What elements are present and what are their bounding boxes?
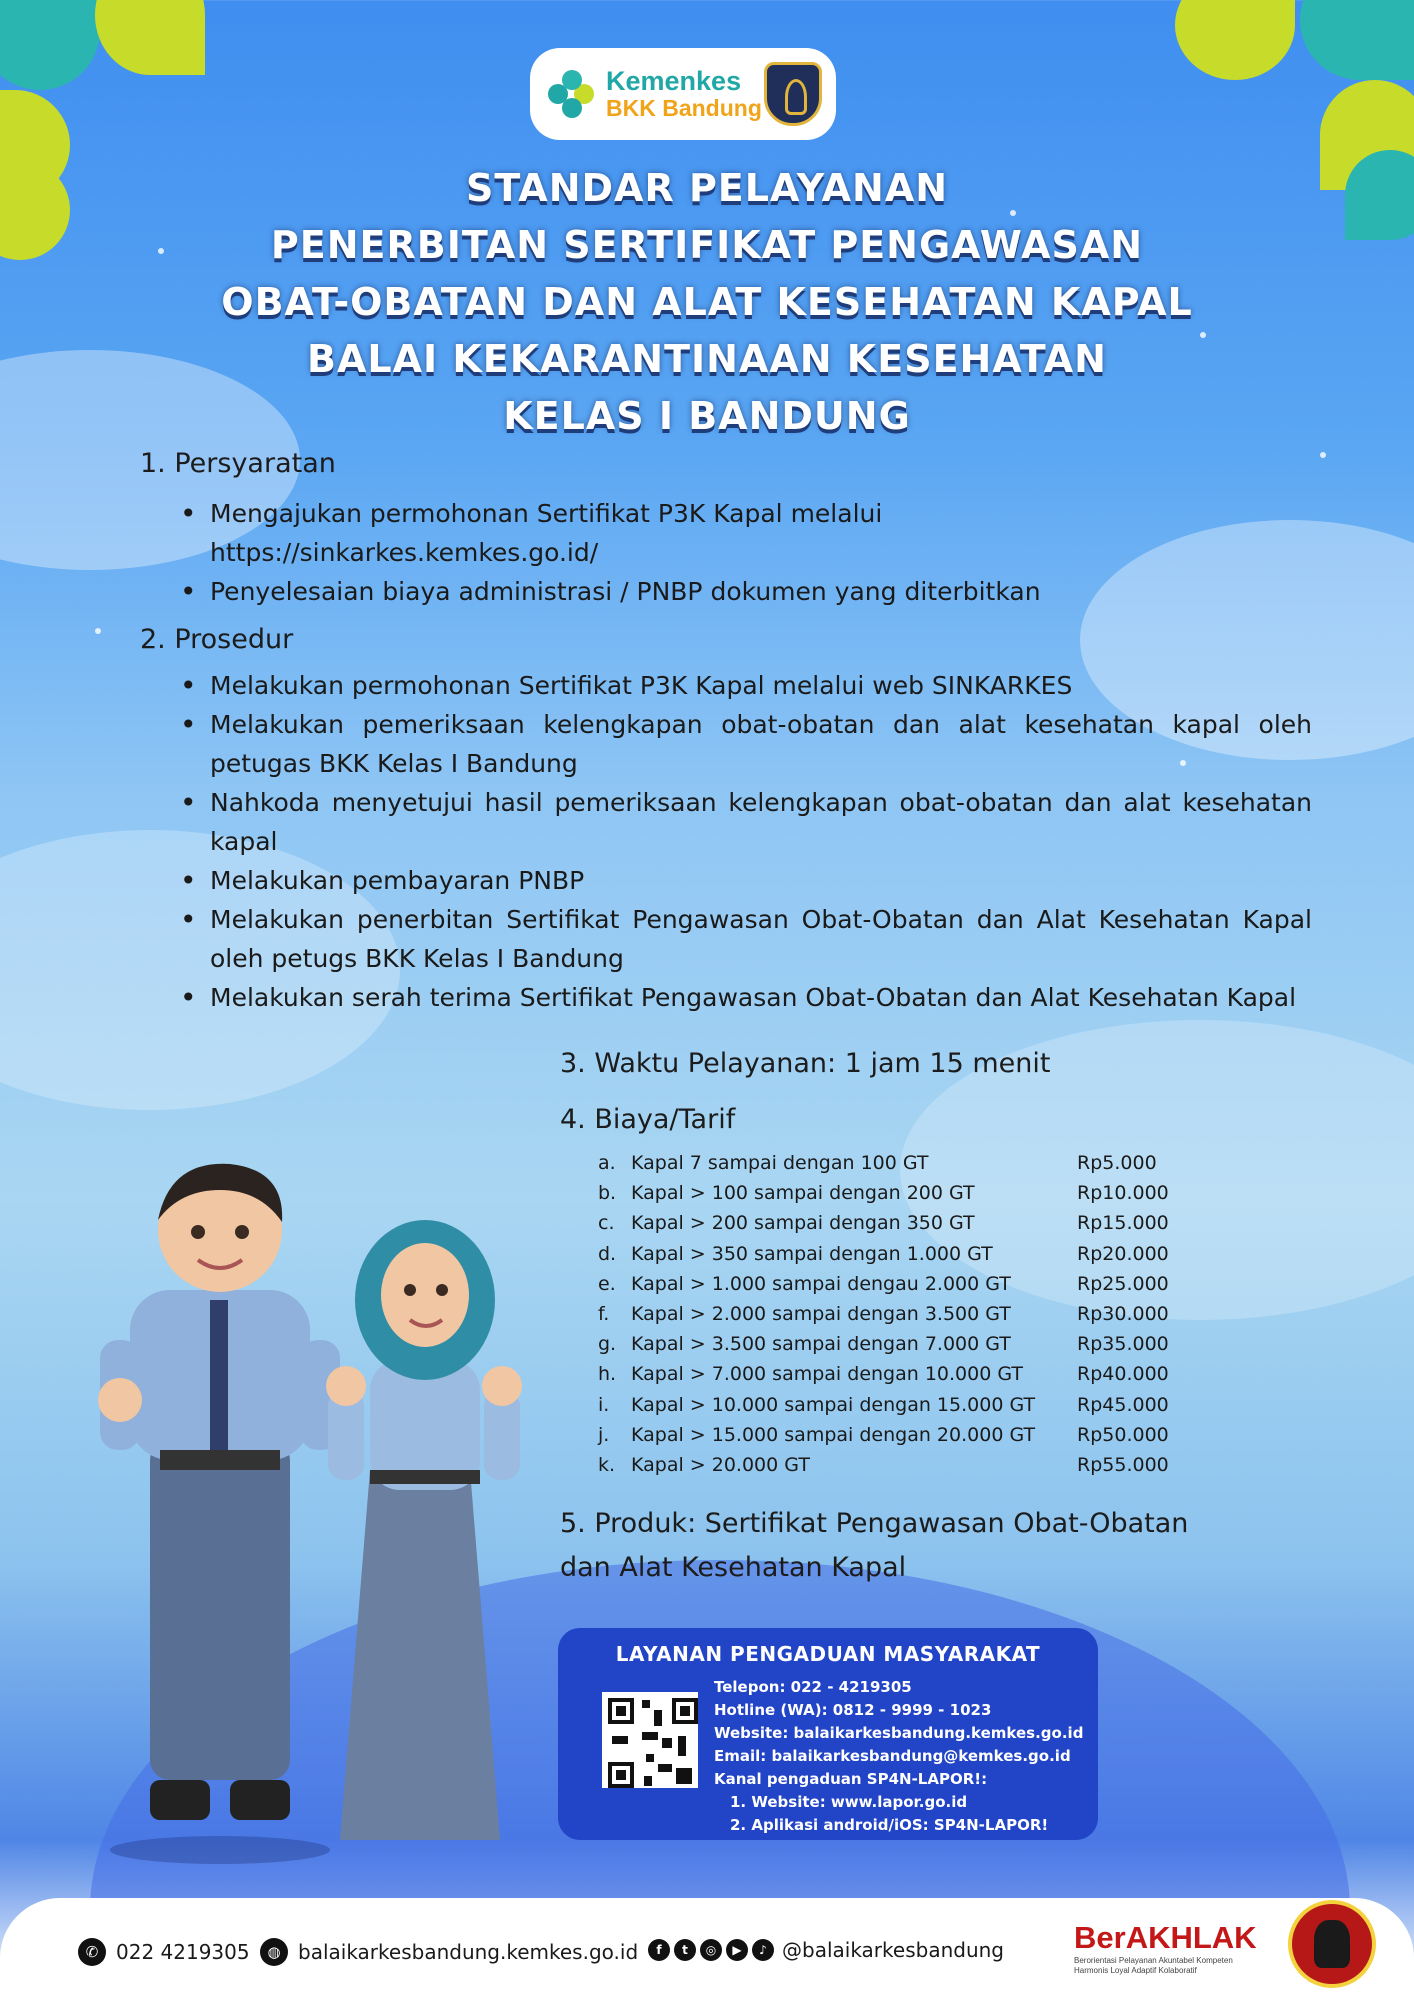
row-price: Rp35.000 bbox=[1077, 1333, 1169, 1356]
row-label: Kapal > 20.000 GT bbox=[631, 1453, 810, 1476]
row-label: Kapal > 7.000 sampai dengan 10.000 GT bbox=[631, 1363, 1024, 1386]
list-item: • Mengajukan permohonan Sertifikat P3K Kapal melalui https://sinkarkes.kemkes.go.id/ bbox=[176, 494, 1106, 572]
row-label: Kapal > 350 sampai dengan 1.000 GT bbox=[631, 1242, 993, 1265]
table-row bbox=[598, 1359, 1198, 1389]
section-prosedur-heading: 2. Prosedur bbox=[140, 624, 294, 655]
table-row bbox=[598, 1269, 1198, 1299]
row-price: Rp15.000 bbox=[1077, 1212, 1169, 1235]
title-line-1: STANDAR PELAYANAN bbox=[465, 166, 949, 210]
list-item: • Melakukan penerbitan Sertifikat Pengawasan Obat-Obatan dan Alat Kesehatan Kapal oleh petugs BKK Kelas I Bandung bbox=[176, 900, 1312, 978]
berakhlak-logo bbox=[1074, 1920, 1257, 1976]
section-waktu-heading: 3. Waktu Pelayanan: 1 jam 15 menit bbox=[560, 1048, 1051, 1079]
berakhlak-tagline-2: Harmonis Loyal Adaptif Kolaboratif bbox=[1074, 1966, 1197, 1975]
complaint-channel: Kanal pengaduan SP4N-LAPOR!: bbox=[714, 1770, 988, 1788]
footer-website-text: balaikarkesbandung.kemkes.go.id bbox=[298, 1940, 639, 1964]
row-letter: b. bbox=[598, 1182, 617, 1205]
row-letter: k. bbox=[598, 1453, 616, 1476]
list-item: • Nahkoda menyetujui hasil pemeriksaan kelengkapan obat-obatan dan alat kesehatan kapal bbox=[176, 783, 1312, 861]
row-label: Kapal > 100 sampai dengan 200 GT bbox=[631, 1182, 975, 1205]
tiktok-icon: ♪ bbox=[752, 1939, 774, 1961]
bkk-seal-icon bbox=[764, 62, 822, 126]
complaint-channel-web[interactable]: 1. Website: www.lapor.go.id bbox=[730, 1793, 968, 1811]
row-label: Kapal > 1.000 sampai dengau 2.000 GT bbox=[631, 1272, 1011, 1295]
table-row bbox=[598, 1329, 1198, 1359]
title-line-3: OBAT-OBATAN DAN ALAT KESEHATAN KAPAL bbox=[221, 280, 1193, 324]
table-row bbox=[598, 1148, 1198, 1178]
table-row bbox=[598, 1420, 1198, 1450]
prosedur-list bbox=[176, 666, 1312, 1017]
row-letter: c. bbox=[598, 1212, 615, 1235]
row-letter: i. bbox=[598, 1393, 610, 1416]
row-price: Rp30.000 bbox=[1077, 1303, 1169, 1326]
section-biaya-heading: 4. Biaya/Tarif bbox=[560, 1104, 736, 1135]
footer-website[interactable] bbox=[260, 1938, 638, 1966]
section-produk bbox=[560, 1502, 1188, 1590]
row-price: Rp20.000 bbox=[1077, 1242, 1169, 1265]
complaint-title: LAYANAN PENGADUAN MASYARAKAT bbox=[615, 1642, 1041, 1666]
complaint-panel bbox=[558, 1628, 1098, 1840]
twitter-icon: t bbox=[674, 1939, 696, 1961]
row-price: Rp25.000 bbox=[1077, 1272, 1169, 1295]
produk-line-1: 5. Produk: Sertifikat Pengawasan Obat-Obatan bbox=[560, 1508, 1189, 1539]
persyaratan-list bbox=[176, 494, 1106, 611]
facebook-icon: f bbox=[648, 1939, 670, 1961]
produk-line-2: dan Alat Kesehatan Kapal bbox=[560, 1552, 907, 1583]
list-item: • Melakukan serah terima Sertifikat Pengawasan Obat-Obatan dan Alat Kesehatan Kapal bbox=[176, 978, 1312, 1017]
table-row bbox=[598, 1390, 1198, 1420]
youtube-icon: ▶ bbox=[726, 1939, 748, 1961]
complaint-channel-app: 2. Aplikasi android/iOS: SP4N-LAPOR! bbox=[730, 1816, 1049, 1834]
title-line-5: KELAS I BANDUNG bbox=[503, 394, 911, 438]
row-label: Kapal > 2.000 sampai dengan 3.500 GT bbox=[631, 1303, 1011, 1326]
table-row bbox=[598, 1178, 1198, 1208]
row-letter: j. bbox=[598, 1423, 610, 1446]
row-letter: e. bbox=[598, 1272, 616, 1295]
row-price: Rp45.000 bbox=[1077, 1393, 1169, 1416]
complaint-contact-lines bbox=[714, 1676, 1083, 1837]
berakhlak-emblem-icon bbox=[1288, 1900, 1376, 1988]
table-row bbox=[598, 1208, 1198, 1238]
row-label: Kapal > 3.500 sampai dengan 7.000 GT bbox=[631, 1333, 1011, 1356]
list-item: • Melakukan permohonan Sertifikat P3K Kapal melalui web SINKARKES bbox=[176, 666, 1312, 705]
table-row bbox=[598, 1299, 1198, 1329]
complaint-website[interactable]: Website: balaikarkesbandung.kemkes.go.id bbox=[714, 1724, 1084, 1742]
berakhlak-word: BerAKHLAK bbox=[1074, 1920, 1257, 1955]
row-price: Rp50.000 bbox=[1077, 1423, 1169, 1446]
logo-line-1: Kemenkes bbox=[606, 66, 742, 96]
kemenkes-logo-icon bbox=[548, 70, 596, 118]
row-label: Kapal > 15.000 sampai dengan 20.000 GT bbox=[631, 1423, 1036, 1446]
title-line-2: PENERBITAN SERTIFIKAT PENGAWASAN bbox=[270, 223, 1144, 267]
list-item: • Penyelesaian biaya administrasi / PNBP dokumen yang diterbitkan bbox=[176, 572, 1106, 611]
kemenkes-logo bbox=[530, 48, 836, 140]
globe-icon: ◍ bbox=[260, 1938, 288, 1966]
footer-phone-text: 022 4219305 bbox=[116, 1940, 250, 1964]
row-letter: g. bbox=[598, 1333, 617, 1356]
list-item: • Melakukan pembayaran PNBP bbox=[176, 861, 1312, 900]
footer-social[interactable] bbox=[648, 1938, 1004, 1962]
qr-code[interactable] bbox=[602, 1692, 698, 1788]
row-label: Kapal > 200 sampai dengan 350 GT bbox=[631, 1212, 975, 1235]
row-letter: d. bbox=[598, 1242, 617, 1265]
row-letter: f. bbox=[598, 1303, 610, 1326]
complaint-hotline: Hotline (WA): 0812 - 9999 - 1023 bbox=[714, 1701, 992, 1719]
row-letter: a. bbox=[598, 1152, 616, 1175]
row-price: Rp10.000 bbox=[1077, 1182, 1169, 1205]
table-row bbox=[598, 1450, 1198, 1480]
phone-icon: ✆ bbox=[78, 1938, 106, 1966]
row-letter: h. bbox=[598, 1363, 617, 1386]
title-line-4: BALAI KEKARANTINAAN KESEHATAN bbox=[307, 337, 1107, 381]
row-label: Kapal 7 sampai dengan 100 GT bbox=[631, 1152, 929, 1175]
footer-phone[interactable] bbox=[78, 1938, 250, 1966]
row-price: Rp40.000 bbox=[1077, 1363, 1169, 1386]
table-row bbox=[598, 1239, 1198, 1269]
row-price: Rp55.000 bbox=[1077, 1453, 1169, 1476]
row-price: Rp5.000 bbox=[1077, 1152, 1157, 1175]
complaint-email[interactable]: Email: balaikarkesbandung@kemkes.go.id bbox=[714, 1747, 1071, 1765]
list-item: • Melakukan pemeriksaan kelengkapan obat-obatan dan alat kesehatan kapal oleh petugas BKK Kelas I Bandung bbox=[176, 705, 1312, 783]
page-title bbox=[0, 160, 1414, 445]
row-label: Kapal > 10.000 sampai dengan 15.000 GT bbox=[631, 1393, 1036, 1416]
tariff-table bbox=[598, 1148, 1198, 1480]
footer-social-handle: @balaikarkesbandung bbox=[782, 1938, 1004, 1962]
instagram-icon: ◎ bbox=[700, 1939, 722, 1961]
section-persyaratan-heading: 1. Persyaratan bbox=[140, 448, 336, 479]
logo-line-2: BKK Bandung bbox=[606, 95, 762, 121]
berakhlak-tagline-1: Berorientasi Pelayanan Akuntabel Kompeten bbox=[1074, 1956, 1233, 1965]
complaint-phone: Telepon: 022 - 4219305 bbox=[714, 1678, 912, 1696]
